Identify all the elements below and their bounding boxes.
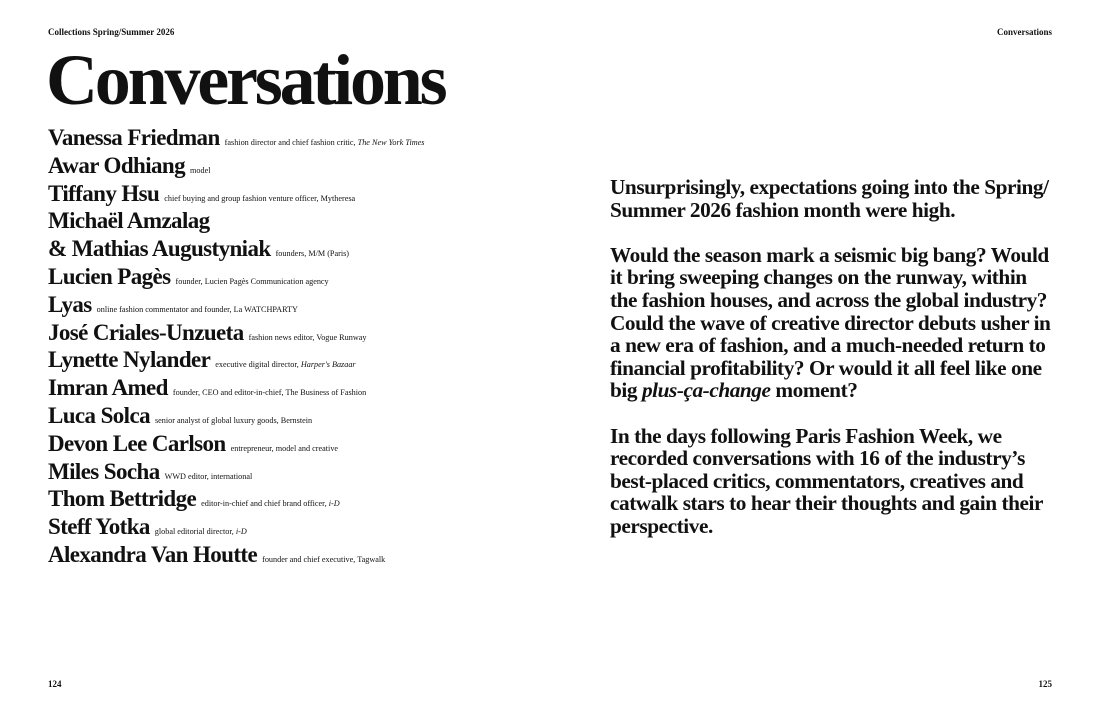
contributor-name: & Mathias Augustyniak	[48, 236, 271, 262]
contributor-item	[48, 210, 424, 238]
contributor-name: Luca Solca	[48, 402, 150, 428]
contributor-role: founders, M/M (Paris)	[275, 249, 350, 259]
intro-paragraph-3: In the days following Paris Fashion Week, we recorded conversations with 16 of the industry’s best-placed critics, commentators, creatives and catwalk stars to hear their thoughts and gain their perspective.	[610, 423, 1043, 538]
contributor-role: online fashion commentator and founder, La WATCHPARTY	[96, 304, 298, 314]
contributor-name: Lucien Pagès	[48, 263, 171, 289]
contributor-name: Awar Odhiang	[48, 152, 186, 178]
contributor-list	[48, 127, 424, 572]
contributor-item	[48, 127, 424, 155]
contributor-item	[48, 238, 424, 266]
page-number-right: 125	[1038, 679, 1052, 689]
contributor-item	[48, 430, 424, 461]
intro-paragraph-1: Unsurprisingly, expectations going into the Spring/ Summer 2026 fashion month were high.	[610, 175, 1049, 222]
contributor-item	[48, 291, 424, 322]
contributor-item	[48, 263, 424, 294]
contributor-role: founder, CEO and editor-in-chief, The Business of Fashion	[172, 388, 367, 398]
contributor-name: Lyas	[48, 291, 92, 317]
contributor-role: senior analyst of global luxury goods, Bernstein	[154, 415, 313, 425]
running-head-right: Conversations	[996, 27, 1052, 37]
contributor-role: entrepreneur, model and creative	[230, 443, 339, 453]
contributor-item	[48, 458, 424, 489]
contributor-name: José Criales-Unzueta	[48, 319, 244, 345]
contributor-name: Imran Amed	[48, 375, 168, 401]
contributor-item	[48, 319, 424, 350]
contributor-item	[48, 488, 424, 516]
contributor-item	[48, 541, 424, 572]
contributor-role: WWD editor, international	[164, 471, 253, 481]
contributor-item	[48, 180, 424, 211]
contributor-item	[48, 349, 424, 377]
contributor-role: fashion director and chief fashion critic, The New York Times	[224, 138, 425, 147]
contributor-name: Vanessa Friedman	[48, 125, 220, 150]
intro-text	[610, 176, 1056, 560]
contributor-role: founder, Lucien Pagès Communication agency	[175, 276, 329, 286]
contributor-role: model	[190, 165, 211, 175]
intro-paragraph-2: Would the season mark a seismic big bang? Would it bring sweeping changes on the runway, within the fashion houses, and across the global industry? Could the wave of creative director debuts usher in a new era of fashion, and a much-needed return to financial profitability? Or would it all feel like one big plus-ça-change moment?	[610, 242, 1051, 403]
contributor-name: Tiffany Hsu	[48, 180, 160, 206]
page-number-left: 124	[48, 679, 62, 689]
contributor-item	[48, 516, 424, 544]
contributor-role: executive digital director, Harper's Bazaar	[215, 360, 356, 370]
contributor-role: global editorial director, i-D	[154, 527, 247, 537]
contributor-item	[48, 402, 424, 433]
contributor-name: Lynette Nylander	[48, 347, 211, 373]
running-head-left: Collections Spring/Summer 2026	[48, 27, 175, 37]
contributor-item	[48, 377, 424, 405]
contributor-name: Steff Yotka	[48, 514, 150, 540]
contributor-role: founder and chief executive, Tagwalk	[262, 554, 386, 564]
contributor-role: fashion news editor, Vogue Runway	[248, 332, 367, 342]
contributor-name: Michaël Amzalag	[48, 208, 210, 234]
contributor-item	[48, 152, 424, 183]
contributor-name: Alexandra Van Houtte	[48, 541, 258, 567]
contributor-name: Miles Socha	[48, 458, 160, 484]
page-title: Conversations	[46, 40, 445, 120]
contributor-role: chief buying and group fashion venture officer, Mytheresa	[164, 193, 356, 203]
contributor-role: editor-in-chief and chief brand officer, i-D	[201, 499, 340, 509]
contributor-name: Devon Lee Carlson	[48, 430, 226, 456]
contributor-name: Thom Bettridge	[48, 486, 197, 512]
